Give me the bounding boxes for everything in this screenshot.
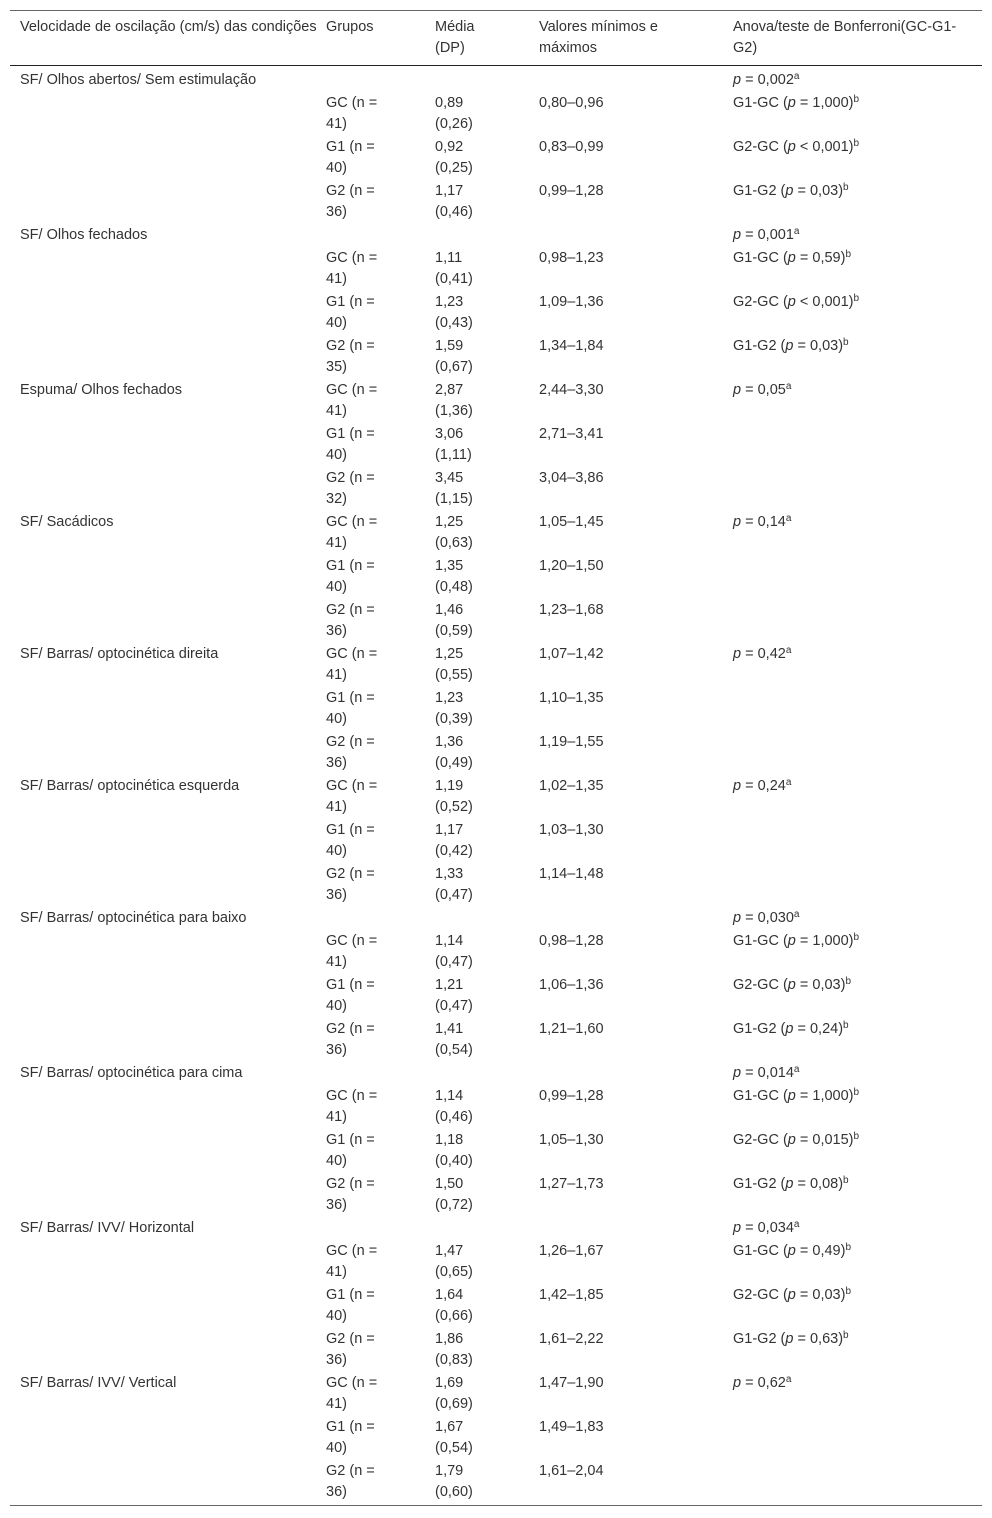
footnote-marker: b (853, 1131, 860, 1142)
table-row (10, 137, 982, 181)
mean-cell: 0,89 (0,26) (435, 95, 473, 132)
mean-cell: 1,23 (0,39) (435, 690, 473, 727)
mean-cell: 1,69 (0,69) (435, 1375, 473, 1412)
mean-cell: 1,33 (0,47) (435, 866, 473, 903)
condition-label: SF/ Olhos fechados (20, 227, 148, 243)
range-cell: 1,23–1,68 (539, 602, 604, 618)
p-symbol: p (785, 338, 794, 354)
condition-label: SF/ Barras/ optocinética esquerda (20, 778, 240, 794)
mean-cell: 0,92 (0,25) (435, 139, 473, 176)
bonferroni-test: G1-GC (p = 1,000)$^b$ (733, 932, 860, 949)
p-symbol: p (785, 1331, 794, 1347)
group-cell: GC (n = 41) (326, 1243, 378, 1280)
range-cell: 2,44–3,30 (539, 382, 604, 398)
group-cell: G2 (n = 36) (326, 602, 375, 639)
table-header (10, 11, 982, 66)
table-row (10, 600, 982, 644)
table-row (10, 1461, 982, 1505)
header-mean: Média (DP) (435, 19, 475, 56)
group-cell: G1 (n = 40) (326, 558, 375, 595)
footnote-marker: b (845, 1286, 851, 1297)
range-cell: 1,19–1,55 (539, 734, 604, 750)
footnote-marker: b (845, 976, 851, 987)
group-cell: GC (n = 41) (326, 1088, 378, 1125)
bonferroni-test: G1-GC (p = 1,000)$^b$ (733, 1087, 860, 1104)
condition-label: SF/ Barras/ optocinética para baixo (20, 910, 247, 926)
anova-p-value: p = 0,62$^a$ (733, 1374, 792, 1391)
p-symbol: p (733, 514, 742, 530)
p-symbol: p (787, 139, 796, 155)
p-symbol: p (785, 1021, 794, 1037)
group-cell: G2 (n = 35) (326, 338, 375, 375)
table-row (10, 225, 982, 248)
anova-p-value: p = 0,030$^a$ (733, 909, 800, 926)
bonferroni-test: G2-GC (p < 0,001)$^b$ (733, 138, 860, 155)
table-row (10, 1174, 982, 1218)
footnote-marker: a (785, 645, 792, 656)
table-row (10, 1285, 982, 1329)
data-table (10, 10, 982, 1506)
group-cell: GC (n = 41) (326, 933, 378, 970)
mean-cell: 1,14 (0,47) (435, 933, 473, 970)
mean-cell: 2,87 (1,36) (435, 382, 473, 419)
mean-cell: 1,47 (0,65) (435, 1243, 473, 1280)
bonferroni-test: G2-GC (p = 0,015)$^b$ (733, 1131, 860, 1148)
mean-cell: 3,06 (1,11) (435, 426, 472, 463)
bonferroni-test: G1-G2 (p = 0,03)$^b$ (733, 182, 849, 199)
bonferroni-test: G1-G2 (p = 0,03)$^b$ (733, 337, 849, 354)
mean-cell: 1,36 (0,49) (435, 734, 473, 771)
group-cell: G2 (n = 32) (326, 470, 375, 507)
footnote-marker: b (845, 1242, 851, 1253)
p-symbol: p (733, 72, 742, 88)
p-symbol: p (785, 183, 794, 199)
footnote-marker: a (793, 71, 800, 82)
group-cell: G1 (n = 40) (326, 294, 375, 331)
p-symbol: p (733, 646, 742, 662)
table-row (10, 820, 982, 864)
p-symbol: p (733, 1065, 742, 1081)
range-cell: 1,02–1,35 (539, 778, 604, 794)
table-body (10, 70, 982, 1505)
footnote-marker: b (853, 293, 860, 304)
p-symbol: p (787, 294, 796, 310)
range-cell: 0,99–1,28 (539, 183, 604, 199)
table-row (10, 1218, 982, 1241)
table-row (10, 1086, 982, 1130)
p-symbol: p (733, 778, 742, 794)
group-cell: GC (n = 41) (326, 95, 378, 132)
table-row (10, 181, 982, 225)
table-row (10, 908, 982, 931)
group-cell: G2 (n = 36) (326, 866, 375, 903)
mean-cell: 1,14 (0,46) (435, 1088, 473, 1125)
mean-cell: 1,64 (0,66) (435, 1287, 473, 1324)
p-symbol: p (787, 1132, 796, 1148)
condition-label: SF/ Sacádicos (20, 514, 114, 530)
table-row (10, 644, 982, 688)
bonferroni-test: G2-GC (p < 0,001)$^b$ (733, 293, 860, 310)
group-cell: G2 (n = 36) (326, 1331, 375, 1368)
group-cell: GC (n = 41) (326, 382, 378, 419)
table-row (10, 1130, 982, 1174)
range-cell: 2,71–3,41 (539, 426, 604, 442)
range-cell: 1,06–1,36 (539, 977, 604, 993)
bonferroni-test: G1-GC (p = 1,000)$^b$ (733, 94, 860, 111)
mean-cell: 1,86 (0,83) (435, 1331, 473, 1368)
group-cell: GC (n = 41) (326, 514, 378, 551)
table-row (10, 1241, 982, 1285)
range-cell: 1,61–2,04 (539, 1463, 604, 1479)
range-cell: 0,83–0,99 (539, 139, 604, 155)
group-cell: GC (n = 41) (326, 1375, 378, 1412)
footnote-marker: b (853, 94, 860, 105)
header-group: Grupos (326, 19, 374, 35)
group-cell: G1 (n = 40) (326, 690, 375, 727)
mean-cell: 1,25 (0,55) (435, 646, 473, 683)
p-symbol: p (787, 933, 796, 949)
group-cell: GC (n = 41) (326, 250, 378, 287)
group-cell: G1 (n = 40) (326, 1287, 375, 1324)
footnote-marker: a (793, 1219, 800, 1230)
range-cell: 0,99–1,28 (539, 1088, 604, 1104)
anova-p-value: p = 0,42$^a$ (733, 645, 792, 662)
mean-cell: 3,45 (1,15) (435, 470, 473, 507)
condition-label: SF/ Olhos abertos/ Sem estimulação (20, 72, 257, 88)
table-row (10, 292, 982, 336)
group-cell: GC (n = 41) (326, 646, 378, 683)
mean-cell: 1,11 (0,41) (435, 250, 473, 287)
p-symbol: p (785, 1176, 794, 1192)
table-row (10, 688, 982, 732)
bonferroni-test: G1-G2 (p = 0,63)$^b$ (733, 1330, 849, 1347)
p-symbol: p (733, 227, 742, 243)
anova-p-value: p = 0,014$^a$ (733, 1064, 800, 1081)
p-symbol: p (787, 1088, 796, 1104)
range-cell: 1,07–1,42 (539, 646, 604, 662)
range-cell: 0,98–1,28 (539, 933, 604, 949)
condition-label: Espuma/ Olhos fechados (20, 382, 183, 398)
table-row (10, 336, 982, 380)
header-anova: Anova/teste de Bonferroni(GC-G1-G2) (733, 19, 957, 56)
footnote-marker: b (843, 182, 849, 193)
mean-cell: 1,21 (0,47) (435, 977, 473, 1014)
footnote-marker: a (785, 381, 792, 392)
mean-cell: 1,67 (0,54) (435, 1419, 473, 1456)
footnote-marker: a (793, 226, 800, 237)
condition-label: SF/ Barras/ optocinética direita (20, 646, 219, 662)
p-symbol: p (787, 95, 796, 111)
mean-cell: 1,25 (0,63) (435, 514, 473, 551)
p-symbol: p (787, 1243, 796, 1259)
range-cell: 1,34–1,84 (539, 338, 604, 354)
range-cell: 1,05–1,30 (539, 1132, 604, 1148)
anova-p-value: p = 0,034$^a$ (733, 1219, 800, 1236)
mean-cell: 1,41 (0,54) (435, 1021, 473, 1058)
range-cell: 0,80–0,96 (539, 95, 604, 111)
mean-cell: 1,17 (0,46) (435, 183, 473, 220)
footnote-marker: b (843, 1020, 849, 1031)
group-cell: G2 (n = 36) (326, 1176, 375, 1213)
table-row (10, 1063, 982, 1086)
footnote-marker: a (785, 777, 792, 788)
p-symbol: p (733, 1375, 742, 1391)
range-cell: 1,26–1,67 (539, 1243, 604, 1259)
group-cell: G2 (n = 36) (326, 734, 375, 771)
p-symbol: p (733, 382, 742, 398)
table-row (10, 70, 982, 93)
footnote-marker: b (843, 1330, 849, 1341)
table-row (10, 512, 982, 556)
p-symbol: p (787, 250, 796, 266)
p-symbol: p (733, 1220, 742, 1236)
footnote-marker: a (793, 1064, 800, 1075)
footnote-marker: b (843, 337, 849, 348)
table-row (10, 776, 982, 820)
anova-p-value: p = 0,001$^a$ (733, 226, 800, 243)
range-cell: 1,47–1,90 (539, 1375, 604, 1391)
p-symbol: p (787, 1287, 796, 1303)
group-cell: G1 (n = 40) (326, 1132, 375, 1169)
group-cell: G2 (n = 36) (326, 1463, 375, 1500)
range-cell: 1,27–1,73 (539, 1176, 604, 1192)
bonferroni-test: G1-G2 (p = 0,08)$^b$ (733, 1175, 849, 1192)
range-cell: 1,10–1,35 (539, 690, 604, 706)
table-row (10, 93, 982, 137)
table-row (10, 1019, 982, 1063)
group-cell: GC (n = 41) (326, 778, 378, 815)
range-cell: 1,09–1,36 (539, 294, 604, 310)
footnote-marker: a (785, 1374, 792, 1385)
table-row (10, 248, 982, 292)
anova-p-value: p = 0,05$^a$ (733, 381, 792, 398)
condition-label: SF/ Barras/ optocinética para cima (20, 1065, 243, 1081)
header-condition: Velocidade de oscilação (cm/s) das condições (20, 19, 317, 35)
table-row (10, 931, 982, 975)
range-cell: 0,98–1,23 (539, 250, 604, 266)
range-cell: 3,04–3,86 (539, 470, 604, 486)
range-cell: 1,20–1,50 (539, 558, 604, 574)
p-symbol: p (733, 910, 742, 926)
mean-cell: 1,50 (0,72) (435, 1176, 473, 1213)
table-row (10, 1373, 982, 1417)
footnote-marker: a (793, 909, 800, 920)
p-symbol: p (787, 977, 796, 993)
condition-label: SF/ Barras/ IVV/ Horizontal (20, 1220, 195, 1236)
range-cell: 1,42–1,85 (539, 1287, 604, 1303)
group-cell: G1 (n = 40) (326, 822, 375, 859)
table-row (10, 468, 982, 512)
table-row (10, 424, 982, 468)
mean-cell: 1,18 (0,40) (435, 1132, 473, 1169)
table-row (10, 732, 982, 776)
footnote-marker: a (785, 513, 792, 524)
table-row (10, 1417, 982, 1461)
mean-cell: 1,17 (0,42) (435, 822, 473, 859)
range-cell: 1,03–1,30 (539, 822, 604, 838)
table-row (10, 864, 982, 908)
bonferroni-test: G1-GC (p = 0,59)$^b$ (733, 249, 851, 266)
header-range: Valores mínimos e máximos (539, 19, 658, 56)
mean-cell: 1,46 (0,59) (435, 602, 473, 639)
range-cell: 1,61–2,22 (539, 1331, 604, 1347)
condition-label: SF/ Barras/ IVV/ Vertical (20, 1375, 177, 1391)
anova-p-value: p = 0,002$^a$ (733, 71, 800, 88)
range-cell: 1,21–1,60 (539, 1021, 604, 1037)
group-cell: G1 (n = 40) (326, 977, 375, 1014)
footnote-marker: b (853, 138, 860, 149)
footnote-marker: b (853, 1087, 860, 1098)
table-row (10, 975, 982, 1019)
group-cell: G1 (n = 40) (326, 426, 375, 463)
mean-cell: 1,23 (0,43) (435, 294, 473, 331)
group-cell: G1 (n = 40) (326, 139, 375, 176)
group-cell: G1 (n = 40) (326, 1419, 375, 1456)
footnote-marker: b (843, 1175, 849, 1186)
bonferroni-test: G1-GC (p = 0,49)$^b$ (733, 1242, 851, 1259)
table-row (10, 380, 982, 424)
mean-cell: 1,19 (0,52) (435, 778, 473, 815)
range-cell: 1,14–1,48 (539, 866, 604, 882)
table-row (10, 556, 982, 600)
mean-cell: 1,59 (0,67) (435, 338, 473, 375)
footnote-marker: b (845, 249, 851, 260)
bonferroni-test: G1-G2 (p = 0,24)$^b$ (733, 1020, 849, 1037)
bonferroni-test: G2-GC (p = 0,03)$^b$ (733, 1286, 851, 1303)
table-row (10, 1329, 982, 1373)
group-cell: G2 (n = 36) (326, 1021, 375, 1058)
range-cell: 1,49–1,83 (539, 1419, 604, 1435)
group-cell: G2 (n = 36) (326, 183, 375, 220)
range-cell: 1,05–1,45 (539, 514, 604, 530)
mean-cell: 1,35 (0,48) (435, 558, 473, 595)
footnote-marker: b (853, 932, 860, 943)
bonferroni-test: G2-GC (p = 0,03)$^b$ (733, 976, 851, 993)
anova-p-value: p = 0,24$^a$ (733, 777, 792, 794)
anova-p-value: p = 0,14$^a$ (733, 513, 792, 530)
mean-cell: 1,79 (0,60) (435, 1463, 473, 1500)
